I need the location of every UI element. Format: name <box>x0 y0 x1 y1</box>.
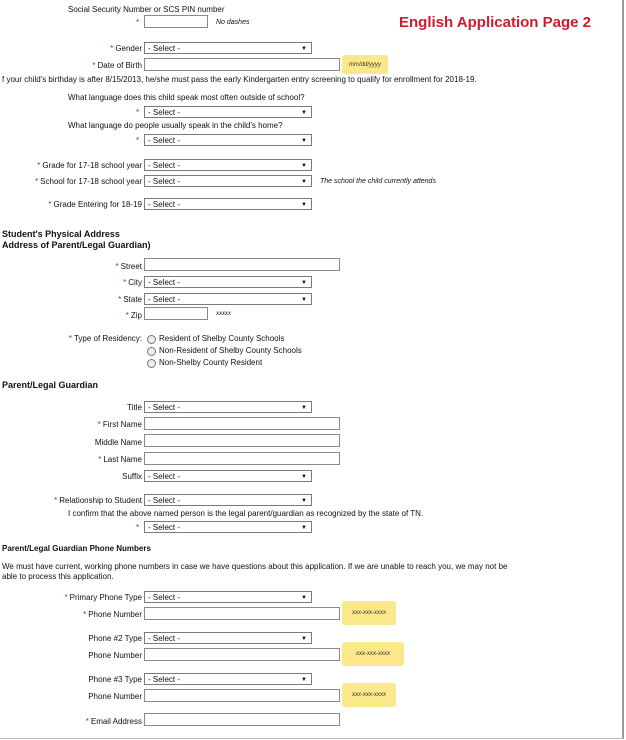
ssn-input[interactable] <box>144 15 208 28</box>
primary-phone-input[interactable] <box>144 607 340 620</box>
residency-radio-non-shelby[interactable] <box>147 359 156 368</box>
grade-1819-select[interactable]: - Select - ▼ <box>144 198 312 210</box>
phones-intro-line2: able to process this application. <box>2 572 114 581</box>
required-marker: * <box>136 523 140 532</box>
lang-outside-select[interactable]: - Select - ▼ <box>144 106 312 118</box>
relationship-select[interactable]: - Select - ▼ <box>144 494 312 506</box>
address-heading: Student's Physical Address <box>2 229 120 239</box>
dob-placeholder-highlight: mm/dd/yyyy <box>342 55 388 74</box>
lang-home-select[interactable]: - Select - ▼ <box>144 134 312 146</box>
grade-1718-label: * Grade for 17-18 school year <box>37 161 142 170</box>
required-marker: * <box>136 136 140 145</box>
chevron-down-icon: ▼ <box>301 46 307 52</box>
zip-note: xxxxx <box>216 311 231 317</box>
residency-radio-resident[interactable] <box>147 335 156 344</box>
middle-name-label: Middle Name <box>94 438 142 447</box>
chevron-down-icon: ▼ <box>301 280 307 286</box>
phone2-placeholder-highlight: xxx-xxx-xxxx <box>342 642 404 666</box>
residency-option-label: Resident of Shelby County Schools <box>159 334 285 343</box>
zip-label: * Zip <box>125 311 142 320</box>
email-input[interactable] <box>144 713 340 726</box>
dob-input[interactable] <box>144 58 340 71</box>
residency-option-label: Non-Resident of Shelby County Schools <box>159 346 302 355</box>
address-subheading: Address of Parent/Legal Guardian) <box>2 240 151 250</box>
street-label: * Street <box>115 262 142 271</box>
guardian-confirm-select[interactable]: - Select - ▼ <box>144 521 312 533</box>
title-label: Title <box>127 403 142 412</box>
page-title: English Application Page 2 <box>399 14 591 31</box>
residency-radio-non-resident[interactable] <box>147 347 156 356</box>
school-1718-note: The school the child currently attends <box>320 178 436 185</box>
ssn-label: Social Security Number or SCS PIN number <box>68 5 225 14</box>
chevron-down-icon: ▼ <box>301 474 307 480</box>
suffix-select[interactable]: - Select - ▼ <box>144 470 312 482</box>
school-1718-label: * School for 17-18 school year <box>35 177 142 186</box>
state-select[interactable]: - Select - ▼ <box>144 293 312 305</box>
required-marker: * <box>136 108 140 117</box>
primary-phone-type-label: * Primary Phone Type <box>64 593 142 602</box>
chevron-down-icon: ▼ <box>301 297 307 303</box>
ssn-note: No dashes <box>216 19 250 26</box>
city-label: * City <box>123 278 142 287</box>
chevron-down-icon: ▼ <box>301 595 307 601</box>
middle-name-input[interactable] <box>144 434 340 447</box>
chevron-down-icon: ▼ <box>301 163 307 169</box>
lang-outside-question: What language does this child speak most often outside of school? <box>68 93 305 102</box>
residency-option-label: Non-Shelby County Resident <box>159 358 263 367</box>
grade-1718-select[interactable]: - Select - ▼ <box>144 159 312 171</box>
kindergarten-note: f your child's birthday is after 8/15/2013, he/she must pass the early Kindergarten entry screening to qualify for enrollment for 2018-19. <box>2 75 477 84</box>
chevron-down-icon: ▼ <box>301 110 307 116</box>
first-name-label: * First Name <box>97 420 142 429</box>
phone3-input[interactable] <box>144 689 340 702</box>
first-name-input[interactable] <box>144 417 340 430</box>
phone3-label: Phone Number <box>88 692 142 701</box>
primary-phone-type-select[interactable]: - Select - ▼ <box>144 591 312 603</box>
state-label: * State <box>118 295 142 304</box>
relationship-label: * Relationship to Student <box>54 496 142 505</box>
chevron-down-icon: ▼ <box>301 179 307 185</box>
guardian-heading: Parent/Legal Guardian <box>2 380 99 390</box>
grade-1819-label: * Grade Entering for 18-19 <box>48 200 142 209</box>
phone3-type-select[interactable]: - Select - ▼ <box>144 673 312 685</box>
lang-home-question: What language do people usually speak in the child's home? <box>68 121 283 130</box>
city-select[interactable]: - Select - ▼ <box>144 276 312 288</box>
suffix-label: Suffix <box>122 472 142 481</box>
phone2-input[interactable] <box>144 648 340 661</box>
chevron-down-icon: ▼ <box>301 138 307 144</box>
chevron-down-icon: ▼ <box>301 202 307 208</box>
last-name-input[interactable] <box>144 452 340 465</box>
primary-phone-label: * Phone Number <box>83 610 142 619</box>
phone3-type-label: Phone #3 Type <box>88 675 142 684</box>
last-name-label: * Last Name <box>98 455 142 464</box>
phones-heading: Parent/Legal Guardian Phone Numbers <box>2 544 151 553</box>
required-marker: * <box>136 18 140 27</box>
street-input[interactable] <box>144 258 340 271</box>
chevron-down-icon: ▼ <box>301 677 307 683</box>
chevron-down-icon: ▼ <box>301 636 307 642</box>
phone2-type-select[interactable]: - Select - ▼ <box>144 632 312 644</box>
gender-select[interactable]: - Select - ▼ <box>144 42 312 54</box>
residency-label: * Type of Residency: <box>68 334 142 343</box>
school-1718-select[interactable]: - Select - ▼ <box>144 175 312 187</box>
chevron-down-icon: ▼ <box>301 525 307 531</box>
guardian-confirm-text: I confirm that the above named person is the legal parent/guardian as recognized by the state of TN. <box>68 509 424 518</box>
email-label: * Email Address <box>85 717 142 726</box>
phone2-type-label: Phone #2 Type <box>88 634 142 643</box>
chevron-down-icon: ▼ <box>301 498 307 504</box>
phones-intro-line1: We must have current, working phone numbers in case we have questions about this application. If we are unable to reach you, we may not be <box>2 562 508 571</box>
zip-input[interactable] <box>144 307 208 320</box>
title-select[interactable]: - Select - ▼ <box>144 401 312 413</box>
gender-label: * Gender <box>110 44 142 53</box>
dob-label: * Date of Birth <box>92 61 142 70</box>
phone3-placeholder-highlight: xxx-xxx-xxxx <box>342 683 396 707</box>
phone2-label: Phone Number <box>88 651 142 660</box>
primary-phone-placeholder-highlight: xxx-xxx-xxxx <box>342 601 396 625</box>
chevron-down-icon: ▼ <box>301 405 307 411</box>
